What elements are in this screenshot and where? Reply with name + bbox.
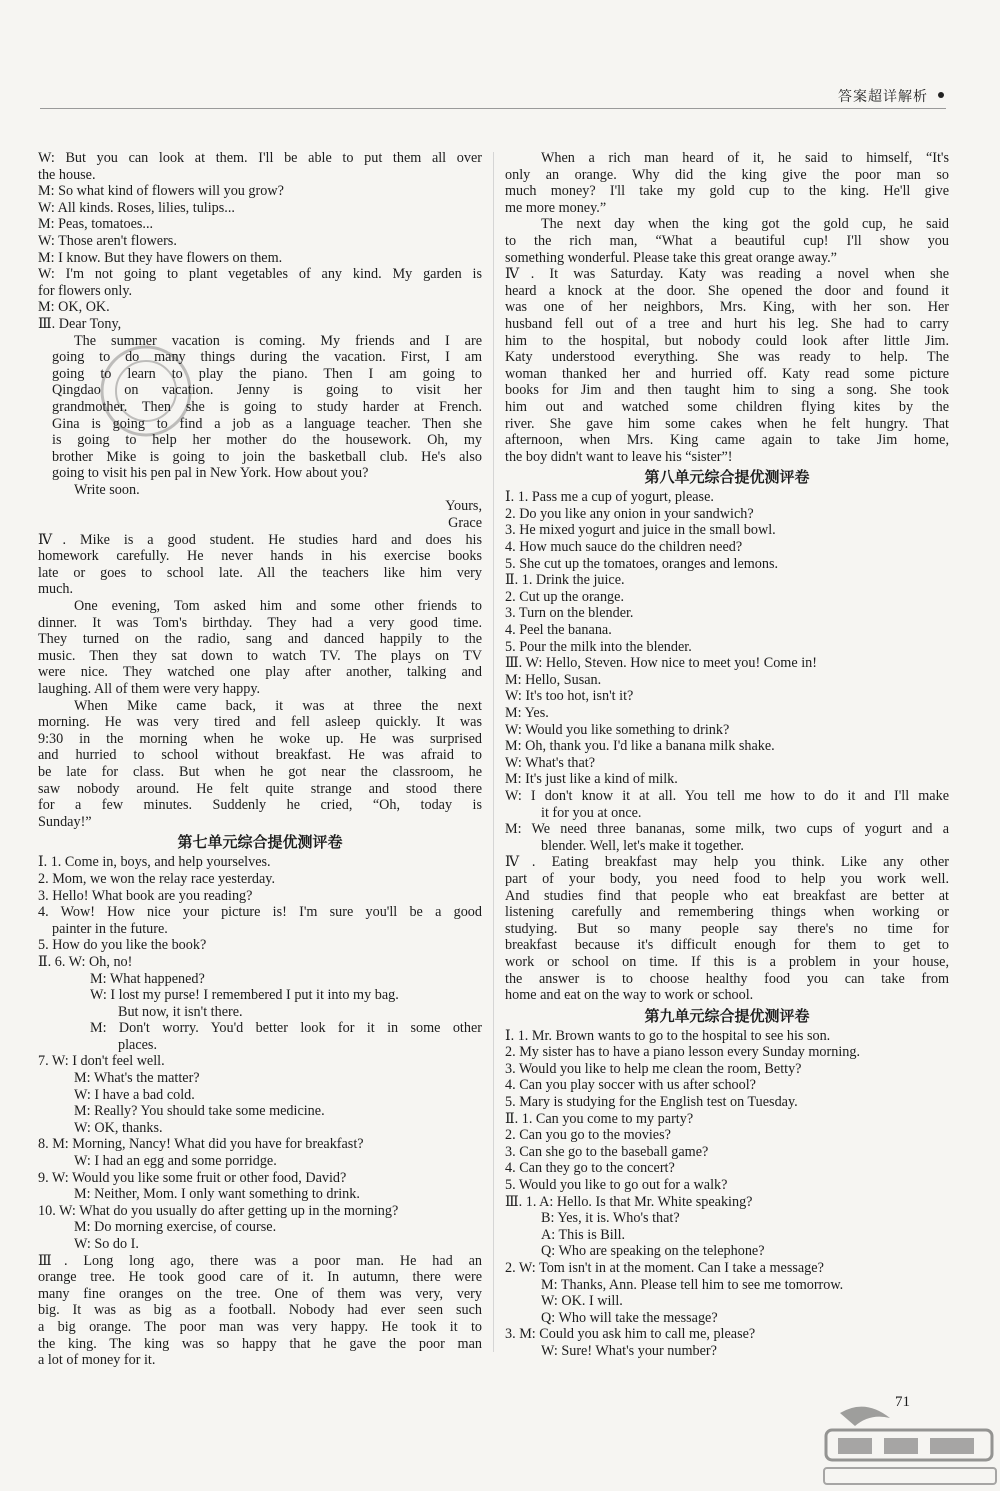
text-line: Katy understood everything. She was ready to help. The bbox=[505, 349, 949, 366]
text-line: going to learn to play the piano. Then I am going to bbox=[52, 365, 482, 382]
text-line: me more money.” bbox=[505, 199, 607, 216]
text-line: many fine oranges on the tree. One of them was very, very bbox=[38, 1285, 482, 1302]
text-line: W: I'm not going to plant vegetables of any kind. My garden is bbox=[38, 266, 482, 283]
text-line: M: Really? You should take some medicine. bbox=[74, 1103, 325, 1120]
text-line: painter in the future. bbox=[52, 920, 168, 937]
text-line: him out and watched some children flying kites by the bbox=[505, 398, 949, 415]
text-line: morning. He was very tired and fell asleep quickly. It was bbox=[38, 714, 482, 731]
text-line: books for Jim and then taught him to sing a song. She took bbox=[505, 382, 949, 399]
text-line: One evening, Tom asked him and some other friends to bbox=[74, 598, 482, 615]
text-line: grandmother. Then she is going to study harder at French. bbox=[52, 398, 482, 415]
text-line: W: All kinds. Roses, lilies, tulips... bbox=[38, 199, 235, 216]
text-line: only an orange. Why did the king give the poor man so bbox=[505, 166, 949, 183]
text-line: dinner. It was Tom's birthday. They had a very good time. bbox=[38, 614, 482, 631]
text-line: big. It was as big as a football. Nobody had ever seen such bbox=[38, 1302, 482, 1319]
text-line: 2. My sister has to have a piano lesson every Sunday morning. bbox=[505, 1044, 861, 1061]
text-line: 4. Wow! How nice your picture is! I'm sure you'll be a good bbox=[38, 904, 482, 921]
text-line: M: We need three bananas, some milk, two cups of yogurt and a bbox=[505, 821, 949, 838]
text-line: When a rich man heard of it, he said to himself, “It's bbox=[541, 150, 949, 166]
text-line: home and eat on the way to work or school. bbox=[505, 987, 754, 1004]
running-header: 答案超详解析 bbox=[838, 89, 928, 105]
text-line: a big orange. The poor man was very happy. He took it to bbox=[38, 1318, 482, 1335]
text-line: late or goes to school late. All the teachers like him very bbox=[38, 564, 482, 581]
text-line: B: Yes, it is. Who's that? bbox=[541, 1210, 680, 1227]
text-line: Write soon. bbox=[74, 481, 140, 498]
text-line: woman thanked her and hurried off. Katy read some picture bbox=[505, 365, 949, 382]
text-line: Q: Who will take the message? bbox=[541, 1309, 718, 1326]
text-line: were nice. They watched one play after another, talking and bbox=[38, 664, 482, 681]
text-line: it for you at once. bbox=[541, 804, 642, 821]
text-line: the house. bbox=[38, 166, 96, 183]
page-number: 71 bbox=[895, 1394, 910, 1410]
text-line: Ⅳ. Eating breakfast may help you think. Like any other bbox=[505, 854, 949, 871]
text-line: Ⅱ. 6. W: Oh, no! bbox=[38, 953, 133, 970]
text-line: 3. Would you like to help me clean the room, Betty? bbox=[505, 1060, 802, 1077]
left-column bbox=[38, 150, 482, 1369]
text-line: part of your body, you need food to help you work well. bbox=[505, 870, 949, 887]
text-line: Yours, bbox=[445, 498, 482, 515]
text-line: W: I don't know it at all. You tell me how to do it and I'll make bbox=[505, 787, 949, 804]
text-line: be late for class. But when he got near the classroom, he bbox=[38, 763, 482, 780]
text-line: 2. Cut up the orange. bbox=[505, 588, 624, 605]
section-heading: 第八单元综合提优测评卷 bbox=[644, 468, 810, 487]
text-line: homework carefully. He never hands in his exercise books bbox=[38, 548, 482, 565]
section-heading: 第九单元综合提优测评卷 bbox=[644, 1006, 810, 1025]
text-line: 4. How much sauce do the children need? bbox=[505, 539, 743, 556]
text-line: to the rich man, “What a beautiful cup! I'll show you bbox=[505, 232, 949, 249]
text-line: places. bbox=[118, 1036, 157, 1053]
text-line: music. Then they sat down to watch TV. The plays on TV bbox=[38, 647, 482, 664]
text-line: 9:30 in the morning when he woke up. He was surprised bbox=[38, 730, 482, 747]
text-line: 3. Can she go to the baseball game? bbox=[505, 1143, 709, 1160]
text-line: for flowers only. bbox=[38, 282, 133, 299]
text-line: Ⅲ. W: Hello, Steven. How nice to meet you! Come in! bbox=[505, 655, 817, 672]
text-line: heard a knock at the door. She opened the door and found it bbox=[505, 282, 949, 299]
text-line: W: Sure! What's your number? bbox=[541, 1342, 717, 1359]
text-line: was one of her neighbors, Mrs. King, with her son. Her bbox=[505, 299, 949, 316]
text-line: husband fell out of a tree and hurt his leg. She had to carry bbox=[505, 315, 949, 332]
text-line: 3. M: Could you ask him to call me, please? bbox=[505, 1326, 756, 1343]
header-rule bbox=[40, 108, 946, 109]
text-line: him to the hospital, but nobody could look after little Jim. bbox=[505, 332, 949, 349]
text-line: 8. M: Morning, Nancy! What did you have for breakfast? bbox=[38, 1136, 364, 1153]
text-line: much money? I'll take my gold cup to the king. He'll give bbox=[505, 183, 949, 200]
text-line: M: Oh, thank you. I'd like a banana milk shake. bbox=[505, 738, 775, 755]
text-line: M: Thanks, Ann. Please tell him to see me tomorrow. bbox=[541, 1276, 844, 1293]
text-line: Ⅰ. 1. Come in, boys, and help yourselves. bbox=[38, 854, 271, 871]
text-line: When Mike came back, it was at three the next bbox=[74, 697, 482, 714]
text-line: saw nobody around. He felt quite strange and stood there bbox=[38, 780, 482, 797]
text-line: W: I had an egg and some porridge. bbox=[74, 1153, 277, 1170]
text-line: a lot of money for it. bbox=[38, 1352, 156, 1369]
text-line: 3. Turn on the blender. bbox=[505, 605, 634, 622]
text-line: The summer vacation is coming. My friends and I are bbox=[74, 332, 482, 349]
text-line: Ⅲ. Long long ago, there was a poor man. He had an bbox=[38, 1252, 482, 1269]
text-line: Q: Who are speaking on the telephone? bbox=[541, 1243, 765, 1260]
text-line: W: So do I. bbox=[74, 1236, 139, 1252]
section-heading: 第七单元综合提优测评卷 bbox=[177, 833, 343, 852]
text-line: M: I know. But they have flowers on them. bbox=[38, 249, 283, 266]
text-line: afternoon, when Mrs. King came again to take Jim home, bbox=[505, 432, 949, 449]
text-line: Ⅳ. It was Saturday. Katy was reading a novel when she bbox=[505, 266, 949, 283]
text-line: And studies find that people who eat breakfast are better at bbox=[505, 887, 949, 904]
text-line: breakfast because it's difficult enough for them to get to bbox=[505, 937, 949, 954]
text-line: the boy didn't want to leave his “sister”! bbox=[505, 448, 733, 465]
text-line: M: Peas, tomatoes... bbox=[38, 216, 154, 233]
text-line: is going to help her mother do the housework. Oh, my bbox=[52, 432, 482, 449]
text-line: W: It's too hot, isn't it? bbox=[505, 688, 634, 705]
text-line: Gina is going to find a job as a language teacher. Then she bbox=[52, 415, 482, 432]
text-line: M: Don't worry. You'd better look for it in some other bbox=[90, 1020, 482, 1037]
text-line: W: But you can look at them. I'll be able to put them all over bbox=[38, 150, 482, 166]
text-line: Sunday!” bbox=[38, 813, 92, 830]
text-line: laughing. All of them were very happy. bbox=[38, 681, 261, 697]
text-line: 5. How do you like the book? bbox=[38, 937, 207, 954]
text-line: Ⅰ. 1. Pass me a cup of yogurt, please. bbox=[505, 489, 714, 506]
column-divider bbox=[493, 152, 494, 1352]
text-line: W: I lost my purse! I remembered I put it into my bag. bbox=[90, 987, 399, 1004]
text-line: M: What happened? bbox=[90, 970, 205, 987]
text-line: 2. Can you go to the movies? bbox=[505, 1127, 671, 1144]
text-line: listening carefully and remembering things when working or bbox=[505, 904, 949, 921]
text-line: 5. Mary is studying for the English test on Tuesday. bbox=[505, 1094, 798, 1111]
text-line: M: So what kind of flowers will you grow? bbox=[38, 183, 284, 200]
text-line: blender. Well, let's make it together. bbox=[541, 837, 744, 854]
text-line: Ⅲ. 1. A: Hello. Is that Mr. White speaking? bbox=[505, 1193, 753, 1210]
text-line: W: What's that? bbox=[505, 754, 596, 771]
text-line: Ⅰ. 1. Mr. Brown wants to go to the hospital to see his son. bbox=[505, 1027, 831, 1044]
text-line: going to visit his pen pal in New York. How about you? bbox=[52, 465, 369, 482]
text-line: 10. W: What do you usually do after getting up in the morning? bbox=[38, 1202, 399, 1219]
text-line: and hurried to school without breakfast. He was afraid to bbox=[38, 747, 482, 764]
text-line: M: Neither, Mom. I only want something to drink. bbox=[74, 1186, 360, 1203]
text-line: W: Those aren't flowers. bbox=[38, 232, 177, 249]
text-line: M: Yes. bbox=[505, 705, 549, 721]
text-line: 2. W: Tom isn't in at the moment. Can I take a message? bbox=[505, 1260, 824, 1276]
text-line: M: OK, OK. bbox=[38, 299, 110, 316]
text-line: W: Would you like something to drink? bbox=[505, 721, 730, 738]
text-line: something wonderful. Please take this great orange away.” bbox=[505, 249, 837, 266]
text-line: river. She gave him some cakes when he felt hungry. That bbox=[505, 415, 949, 432]
text-line: 7. W: I don't feel well. bbox=[38, 1053, 165, 1070]
text-line: Qingdao on vacation. Jenny is going to visit her bbox=[52, 382, 482, 399]
text-line: M: Hello, Susan. bbox=[505, 671, 602, 688]
text-line: Ⅱ. 1. Can you come to my party? bbox=[505, 1110, 694, 1127]
text-line: 2. Do you like any onion in your sandwich? bbox=[505, 505, 754, 522]
text-line: W: OK, thanks. bbox=[74, 1119, 163, 1136]
text-line: Ⅳ. Mike is a good student. He studies hard and does his bbox=[38, 531, 482, 548]
text-line: 9. W: Would you like some fruit or other food, David? bbox=[38, 1169, 347, 1186]
text-line: They turned on the radio, sang and danced happily to the bbox=[38, 631, 482, 648]
text-line: 3. Hello! What book are you reading? bbox=[38, 887, 253, 904]
text-line: work or school on time. If this is a problem in your house, bbox=[505, 953, 949, 970]
text-line: The next day when the king got the gold cup, he said bbox=[541, 216, 949, 233]
text-line: W: I have a bad cold. bbox=[74, 1086, 195, 1103]
text-line: 4. Can you play soccer with us after school? bbox=[505, 1077, 756, 1094]
right-column bbox=[505, 150, 949, 1360]
text-line: W: OK. I will. bbox=[541, 1293, 623, 1310]
text-line: 4. Can they go to the concert? bbox=[505, 1160, 675, 1177]
text-line: 5. Would you like to go out for a walk? bbox=[505, 1177, 728, 1194]
text-line: brother Mike is going to join the basketball club. He's also bbox=[52, 448, 482, 465]
text-line: Ⅲ. Dear Tony, bbox=[38, 315, 122, 332]
text-line: Grace bbox=[448, 515, 482, 532]
text-line: studying. But so many people say there's no time for bbox=[505, 920, 949, 937]
text-line: 2. Mom, we won the relay race yesterday. bbox=[38, 870, 276, 887]
text-line: Ⅱ. 1. Drink the juice. bbox=[505, 572, 625, 589]
text-line: for a few minutes. Suddenly he cried, “Oh, today is bbox=[38, 797, 482, 814]
text-line: the king. The king was so happy that he gave the poor man bbox=[38, 1335, 482, 1352]
text-line: A: This is Bill. bbox=[541, 1226, 626, 1243]
watermark-logo bbox=[820, 1398, 1000, 1491]
text-line: M: It's just like a kind of milk. bbox=[505, 771, 678, 788]
header-bullet bbox=[938, 92, 944, 98]
text-line: 3. He mixed yogurt and juice in the small bowl. bbox=[505, 522, 776, 539]
text-line: orange tree. He took good care of it. In autumn, there were bbox=[38, 1269, 482, 1286]
text-line: the answer is to choose healthy food you can take from bbox=[505, 970, 949, 987]
text-line: going to do many things during the vacation. First, I am bbox=[52, 349, 482, 366]
text-line: 4. Peel the banana. bbox=[505, 622, 612, 639]
text-line: 5. She cut up the tomatoes, oranges and lemons. bbox=[505, 555, 779, 572]
text-line: M: Do morning exercise, of course. bbox=[74, 1219, 277, 1236]
text-line: much. bbox=[38, 581, 74, 598]
text-line: M: What's the matter? bbox=[74, 1070, 200, 1087]
text-line: But now, it isn't there. bbox=[118, 1003, 243, 1020]
text-line: 5. Pour the milk into the blender. bbox=[505, 638, 692, 655]
